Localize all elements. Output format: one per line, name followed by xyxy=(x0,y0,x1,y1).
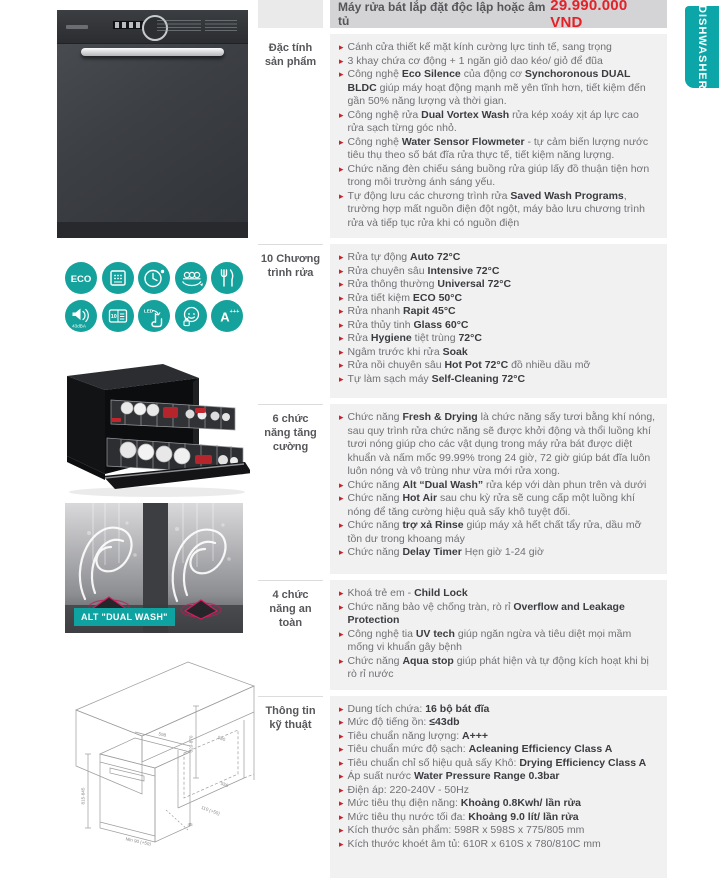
bullet-arrow-icon: ▸ xyxy=(339,412,344,422)
bullet-item: ▸ Công nghệ rửa Dual Vortex Wash rửa kép xoáy xịt áp lực cao rửa sạch từng góc nhỏ. xyxy=(339,108,639,134)
bullet-arrow-icon: ▸ xyxy=(339,346,344,357)
bullet-arrow-icon: ▸ xyxy=(339,136,344,147)
header xyxy=(258,0,667,31)
section-label: 4 chức năng an toàn xyxy=(258,580,323,690)
bullet-arrow-icon: ▸ xyxy=(339,717,344,727)
svg-text:10: 10 xyxy=(110,314,117,321)
door-handle xyxy=(81,48,224,56)
bullet-item: ▸ Chức năng Alt “Dual Wash” rửa kép với dàn phun trên và dưới xyxy=(339,478,647,491)
dual-wash-label: ALT "DUAL WASH" xyxy=(74,608,175,626)
bullet-arrow-icon: ▸ xyxy=(339,306,344,316)
bullet-arrow-icon: ▸ xyxy=(339,360,344,370)
bullet-arrow-icon: ▸ xyxy=(339,265,344,276)
bullet-arrow-icon: ▸ xyxy=(339,493,344,503)
section-content xyxy=(330,244,667,398)
bullet-arrow-icon: ▸ xyxy=(339,55,344,66)
panel-labels xyxy=(157,20,201,33)
svg-text:+++: +++ xyxy=(229,309,240,315)
section-content xyxy=(330,34,667,238)
bullet-arrow-icon: ▸ xyxy=(339,628,344,639)
bullet-item: ▸ Áp suất nước Water Pressure Range 0.3bar xyxy=(339,770,560,782)
bullet-arrow-icon: ▸ xyxy=(339,292,344,303)
svg-text:A: A xyxy=(220,309,230,325)
product-photo-open-racks xyxy=(45,352,250,498)
product-title: Máy rửa bát lắp đặt độc lập hoặc âm tủ xyxy=(338,0,546,28)
bullet-arrow-icon: ▸ xyxy=(339,825,344,835)
bullet-arrow-icon: ▸ xyxy=(339,279,344,289)
control-panel-icon xyxy=(102,262,134,294)
svg-text:45: 45 xyxy=(187,822,193,827)
bullet-arrow-icon: ▸ xyxy=(339,757,344,768)
bullet-arrow-icon: ▸ xyxy=(339,771,344,781)
bullet-arrow-icon: ▸ xyxy=(339,744,344,754)
eco-icon xyxy=(65,262,97,294)
bullet-arrow-icon: ▸ xyxy=(339,520,344,530)
bullet-item: ▸ Tiêu chuẩn chỉ số hiệu quả sấy Khô: Drying Efficiency Class A xyxy=(339,756,647,769)
section-content xyxy=(330,696,667,878)
section-label: Đặc tính sản phẩm xyxy=(264,42,317,68)
bullet-list xyxy=(339,587,657,682)
bullet-item: ▸ Mức độ tiếng ồn: ≤43db xyxy=(339,716,460,728)
rack-wash-icon xyxy=(175,262,207,294)
bullet-list xyxy=(339,41,657,230)
section-label: 6 chức năng tăng cường xyxy=(258,404,323,574)
bullet-item: ▸ Rửa tự động Auto 72°C xyxy=(339,251,461,263)
low-noise-icon xyxy=(65,300,97,332)
bullet-list xyxy=(339,703,657,852)
bullet-arrow-icon: ▸ xyxy=(339,601,344,612)
section-wash-programs xyxy=(258,244,667,398)
bullet-item: ▸ Chức năng Hot Air sau chu kỳ rửa sẽ cung cấp một luồng khí nóng để tăng cường hiệu quả sấy khô tuyệt đối. xyxy=(339,492,635,518)
bullet-list xyxy=(339,251,657,386)
svg-text:550: 550 xyxy=(220,780,229,789)
led-touch-icon xyxy=(138,300,170,332)
wash-programs-icon xyxy=(102,300,134,332)
svg-text:ECO: ECO xyxy=(70,274,92,285)
svg-text:LED: LED xyxy=(143,308,154,314)
section-label: Thông tin kỹ thuật xyxy=(258,696,323,878)
installation-drawing xyxy=(38,650,256,846)
child-lock-icon xyxy=(175,300,207,332)
bullet-arrow-icon: ▸ xyxy=(339,588,344,598)
section-product-features xyxy=(258,34,667,238)
bullet-item: ▸ Khoá trẻ em - Child Lock xyxy=(339,587,468,599)
bullet-arrow-icon: ▸ xyxy=(339,42,344,52)
bullet-item: ▸ Chức năng đèn chiếu sáng buồng rửa giúp lấy đồ thuận tiện hơn trong môi trường ánh sáng yếu. xyxy=(339,162,650,188)
dual-wash-feature-image xyxy=(65,503,243,633)
bullet-item: ▸ Công nghệ Water Sensor Flowmeter - tự cảm biến lượng nước tiêu thụ theo số bát đĩa rửa thực tế, tiết kiệm năng lượng. xyxy=(339,135,649,161)
bullet-arrow-icon: ▸ xyxy=(339,163,344,174)
bullet-item: ▸ Rửa Hygiene tiệt trùng 72°C xyxy=(339,332,482,344)
bullet-arrow-icon: ▸ xyxy=(339,811,344,822)
product-header xyxy=(330,0,667,31)
bullet-arrow-icon: ▸ xyxy=(339,547,344,557)
spec-column xyxy=(258,0,667,878)
svg-text:598: 598 xyxy=(158,731,167,738)
brand-logo xyxy=(66,25,88,29)
section-content xyxy=(330,580,667,690)
cutlery-basket-icon xyxy=(211,262,243,294)
svg-text:Min 90 (+50): Min 90 (+50) xyxy=(125,836,152,846)
category-tab-label: DISHWASHER xyxy=(696,4,708,90)
kick-plate xyxy=(57,222,248,238)
bullet-item: ▸ Mức tiêu thụ nước tối đa: Khoảng 9.0 lít/ lần rửa xyxy=(339,810,579,823)
delay-timer-icon xyxy=(138,262,170,294)
bullet-item: ▸ Chức năng bảo vệ chống tràn, rò rỉ Overflow and Leakage Protection xyxy=(339,600,625,626)
bullet-item: ▸ Công nghệ Eco Silence của động cơ Synchoronous DUAL BLDC giúp máy hoạt động mạnh mẽ yên tĩnh hơn, tiết kiệm đến gần 50% năng lượng và thời gian. xyxy=(339,68,646,107)
section-label: 10 Chương trình rửa xyxy=(258,244,323,398)
bullet-item: ▸ Rửa nhanh Rapit 45°C xyxy=(339,305,456,317)
bullet-item: ▸ Kích thước sản phẩm: 598R x 598S x 775/805 mm xyxy=(339,824,585,836)
bullet-arrow-icon: ▸ xyxy=(339,319,344,330)
control-panel xyxy=(57,10,248,44)
bullet-item: ▸ Tự động lưu các chương trình rửa Saved Wash Programs, trường hợp mất nguồn điện đột ngột, máy bảo lưu chương trình rửa và tiếp tục rửa khi có nguồn điện xyxy=(339,189,645,229)
bullet-item: ▸ Tiêu chuẩn năng lượng: A+++ xyxy=(339,729,489,742)
product-photo-front xyxy=(57,10,248,238)
bullet-arrow-icon: ▸ xyxy=(339,784,344,795)
bullet-item: ▸ Rửa thông thường Universal 72°C xyxy=(339,278,512,290)
bullet-arrow-icon: ▸ xyxy=(339,190,344,201)
bullet-arrow-icon: ▸ xyxy=(339,109,344,120)
bullet-arrow-icon: ▸ xyxy=(339,333,344,343)
bullet-arrow-icon: ▸ xyxy=(339,252,344,262)
bullet-arrow-icon: ▸ xyxy=(339,703,344,714)
bullet-item: ▸ Rửa chuyên sâu Intensive 72°C xyxy=(339,264,500,277)
bullet-item: ▸ Kích thước khoét âm tủ: 610R x 610S x 780/810C mm xyxy=(339,837,601,850)
bullet-item: ▸ Chức năng Aqua stop giúp phát hiện và tự động kích hoạt khi bị rò rỉ nước xyxy=(339,654,649,680)
category-tab xyxy=(685,6,719,88)
bullet-item: ▸ Tự làm sạch máy Self-Cleaning 72°C xyxy=(339,372,526,385)
bullet-arrow-icon: ▸ xyxy=(339,69,344,79)
bullet-item: ▸ Công nghệ tia UV tech giúp ngăn ngừa và tiêu diệt mọi mầm mống vi khuẩn gây bệnh xyxy=(339,627,632,653)
bullet-arrow-icon: ▸ xyxy=(339,655,344,666)
bullet-arrow-icon: ▸ xyxy=(339,838,344,849)
section-content xyxy=(330,404,667,574)
bullet-item: ▸ Ngâm trước khi rửa Soak xyxy=(339,345,468,358)
bullet-item: ▸ Cánh cửa thiết kế mặt kính cường lực tinh tế, sang trọng xyxy=(339,41,612,53)
section-technical-info xyxy=(258,696,667,878)
bullet-list xyxy=(339,411,657,560)
bullet-item: ▸ 3 khay chứa cơ động + 1 ngăn giỏ dao kéo/ giỏ để đũa xyxy=(339,54,603,67)
section-safety-functions xyxy=(258,580,667,690)
header-label-spacer xyxy=(258,0,323,28)
energy-class-icon xyxy=(211,300,243,332)
feature-icons-grid xyxy=(65,262,243,332)
bullet-item: ▸ Chức năng Fresh & Drying là chức năng sấy tươi bằng khí nóng, sau quy trình rửa chức năng sẽ được khởi động và thổi luồng khí tươi nóng giúp cho các vật dụng trong máy rửa bát được diệt khuẩn và nấm mốc 99.99% trong 24 giờ, 72 giờ giúp bát đĩa luôn luôn nóng và vô trùng như vừa mới rửa xong. xyxy=(339,411,656,477)
svg-text:43dBA: 43dBA xyxy=(72,323,86,329)
svg-text:815-845: 815-845 xyxy=(80,787,86,805)
bullet-item: ▸ Tiêu chuẩn mức độ sạch: Acleaning Efficiency Class A xyxy=(339,743,613,755)
panel-labels xyxy=(205,20,237,33)
svg-text:580: 580 xyxy=(217,734,226,743)
bullet-item: ▸ Rửa thủy tinh Glass 60°C xyxy=(339,318,469,331)
product-price: 29.990.000 VND xyxy=(550,0,628,31)
bullet-item: ▸ Rửa nồi chuyên sâu Hot Pot 72°C đồ nhiều dầu mỡ xyxy=(339,359,591,371)
svg-text:110 (+50): 110 (+50) xyxy=(200,804,221,817)
bullet-item: ▸ Dung tích chứa: 16 bộ bát đĩa xyxy=(339,702,490,715)
section-enhanced-functions xyxy=(258,404,667,574)
bullet-item: ▸ Chức năng trợ xả Rinse giúp máy xả hết chất tẩy rửa, dầu mỡ tồn dư trong khoang máy xyxy=(339,519,642,545)
bullet-item: ▸ Điện áp: 220-240V - 50Hz xyxy=(339,783,469,796)
bullet-item: ▸ Mức tiêu thụ điện năng: Khoảng 0.8Kwh/ lần rửa xyxy=(339,797,582,809)
svg-text:820-870: 820-870 xyxy=(188,735,194,753)
bullet-item: ▸ Rửa tiết kiệm ECO 50°C xyxy=(339,291,463,304)
bullet-arrow-icon: ▸ xyxy=(339,730,344,741)
bullet-arrow-icon: ▸ xyxy=(339,373,344,384)
bullet-item: ▸ Chức năng Delay Timer Hẹn giờ 1-24 giờ xyxy=(339,546,544,558)
bullet-arrow-icon: ▸ xyxy=(339,798,344,808)
bullet-arrow-icon: ▸ xyxy=(339,479,344,490)
